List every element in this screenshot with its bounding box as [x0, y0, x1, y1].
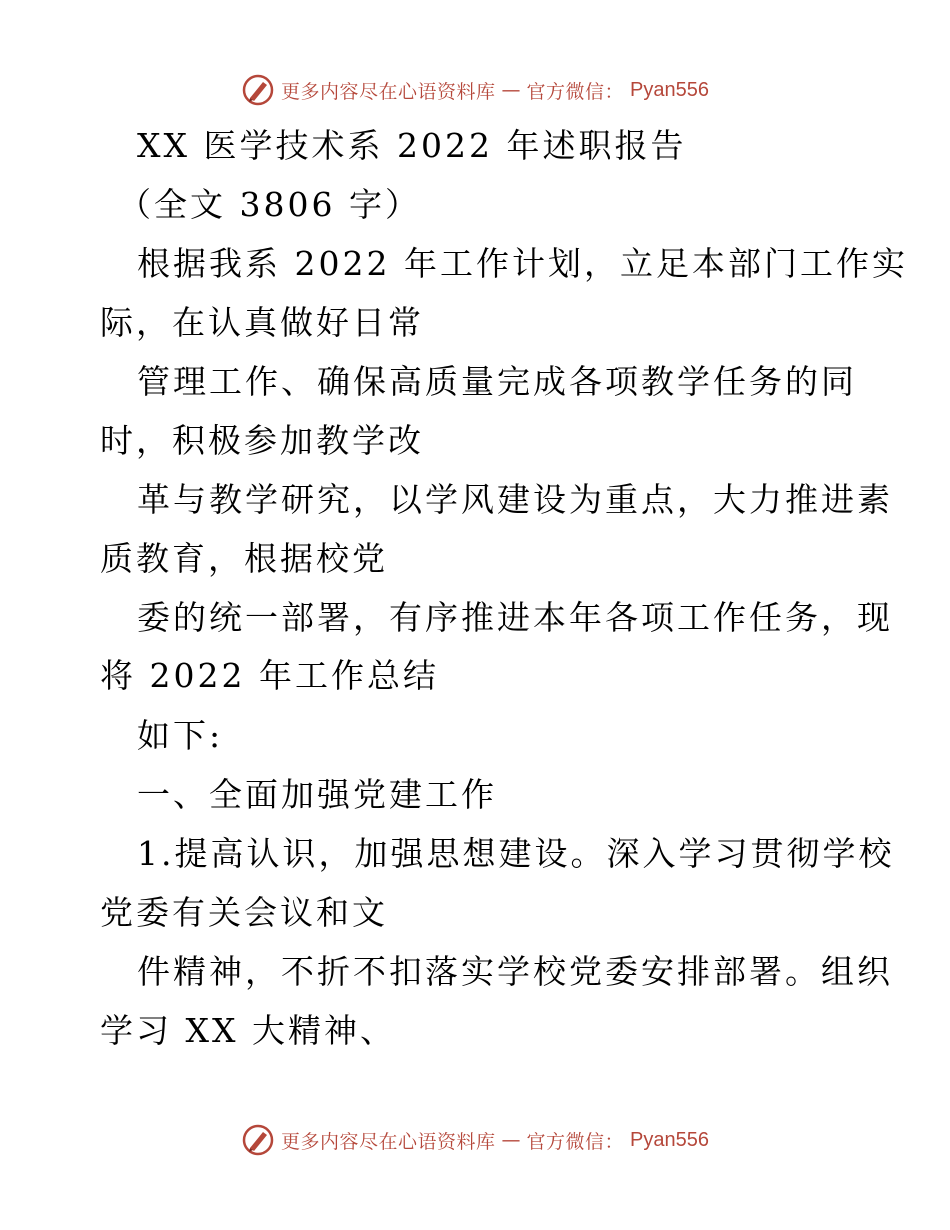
paragraph-line: 1.提高认识，加强思想建设。深入学习贯彻学校 [137, 834, 895, 873]
header-watermark [0, 70, 950, 110]
paragraph-line: 学习 XX 大精神、 [100, 1011, 396, 1050]
document-title: XX 医学技术系 2022 年述职报告 [137, 126, 687, 165]
watermark-wechat-label: 官方微信： [526, 80, 625, 103]
footer-watermark [0, 1120, 950, 1160]
paragraph-line: 件精神，不折不扣落实学校党委安排部署。组织 [137, 952, 893, 991]
paragraph-line: 革与教学研究，以学风建设为重点，大力推进素 [137, 480, 893, 519]
paragraph-line: 根据我系 2022 年工作计划，立足本部门工作实 [137, 244, 908, 283]
paragraph-line: 将 2022 年工作总结 [100, 656, 439, 695]
paragraph-line: 质教育，根据校党 [100, 539, 388, 578]
watermark-wechat-id: Pyan556 [630, 1128, 709, 1151]
paragraph-line: 委的统一部署，有序推进本年各项工作任务，现 [137, 598, 893, 637]
watermark-wechat-label: 官方微信： [526, 1130, 625, 1153]
paragraph-line: 管理工作、确保高质量完成各项教学任务的同 [137, 362, 857, 401]
word-count: （全文 3806 字） [118, 185, 421, 224]
watermark-separator: — [501, 79, 521, 101]
paragraph-line: 如下: [137, 716, 224, 755]
watermark-text: 更多内容尽在心语资料库 [281, 80, 496, 103]
watermark-wechat-id: Pyan556 [630, 78, 709, 101]
section-heading: 一、全面加强党建工作 [137, 775, 497, 814]
paragraph-line: 时，积极参加教学改 [100, 421, 424, 460]
paragraph-line: 际，在认真做好日常 [100, 303, 424, 342]
watermark-text: 更多内容尽在心语资料库 [281, 1130, 496, 1153]
watermark-separator: — [501, 1129, 521, 1151]
pen-logo-icon [241, 73, 275, 107]
pen-logo-icon [241, 1123, 275, 1157]
paragraph-line: 党委有关会议和文 [100, 893, 388, 932]
